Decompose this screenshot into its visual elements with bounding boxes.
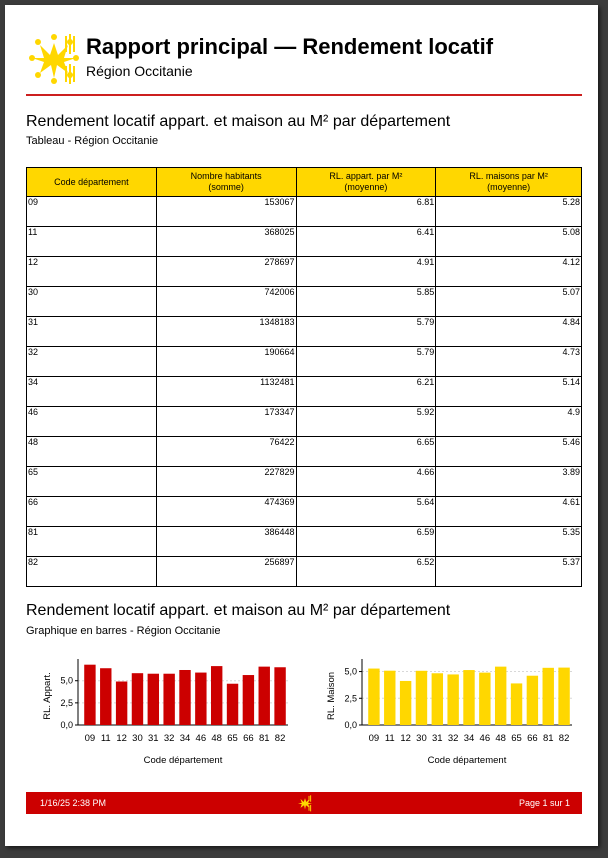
x-tick-label: 65 bbox=[511, 733, 522, 744]
bar-48 bbox=[495, 667, 506, 725]
cell-habitants: 1132481 bbox=[156, 377, 296, 407]
cell-maison: 4.9 bbox=[436, 407, 582, 437]
x-tick-label: 31 bbox=[432, 733, 443, 744]
report-title: Rapport principal — Rendement locatif bbox=[86, 34, 494, 59]
x-tick-label: 12 bbox=[400, 733, 411, 744]
table-row bbox=[27, 467, 582, 497]
cell-code: 48 bbox=[27, 437, 157, 467]
cell-habitants: 278697 bbox=[156, 257, 296, 287]
bar-31 bbox=[432, 673, 443, 725]
cell-code: 09 bbox=[27, 197, 157, 227]
cell-maison: 5.46 bbox=[436, 437, 582, 467]
bar-66 bbox=[243, 675, 254, 725]
table-row bbox=[27, 347, 582, 377]
bar-12 bbox=[400, 681, 411, 725]
x-tick-label: 32 bbox=[163, 733, 175, 744]
report-subtitle: Région Occitanie bbox=[86, 63, 193, 79]
col-header-code: Code département bbox=[27, 168, 157, 197]
table-row bbox=[27, 407, 582, 437]
cell-code: 81 bbox=[27, 527, 157, 557]
cell-code: 34 bbox=[27, 377, 157, 407]
cell-maison: 5.37 bbox=[436, 557, 582, 587]
cell-code: 65 bbox=[27, 467, 157, 497]
cell-habitants: 368025 bbox=[156, 227, 296, 257]
bar-66 bbox=[527, 676, 538, 725]
cell-code: 12 bbox=[27, 257, 157, 287]
footer-date: 1/16/25 2:38 PM bbox=[40, 798, 107, 808]
y-tick-label: 2,5 bbox=[344, 693, 357, 704]
table-section-subtitle: Tableau - Région Occitanie bbox=[26, 135, 159, 147]
x-tick-label: 09 bbox=[84, 733, 96, 744]
bar-32 bbox=[447, 674, 458, 725]
bar-11 bbox=[384, 671, 395, 725]
table-row bbox=[27, 227, 582, 257]
x-tick-label: 34 bbox=[463, 733, 475, 744]
chart-section-subtitle: Graphique en barres - Région Occitanie bbox=[26, 625, 221, 637]
x-tick-label: 31 bbox=[148, 733, 159, 744]
y-tick-label: 5,0 bbox=[344, 666, 357, 677]
cell-appart: 5.79 bbox=[296, 317, 436, 347]
table-row bbox=[27, 557, 582, 587]
x-tick-label: 11 bbox=[100, 733, 111, 744]
cell-maison: 5.14 bbox=[436, 377, 582, 407]
cell-appart: 5.92 bbox=[296, 407, 436, 437]
x-axis-label: Code département bbox=[143, 755, 223, 766]
bar-81 bbox=[543, 668, 554, 725]
bar-34 bbox=[179, 670, 190, 725]
x-tick-label: 81 bbox=[542, 733, 554, 744]
cell-code: 11 bbox=[27, 227, 157, 257]
report-page bbox=[5, 5, 598, 846]
x-tick-label: 81 bbox=[258, 733, 270, 744]
x-tick-label: 65 bbox=[227, 733, 238, 744]
x-tick-label: 11 bbox=[384, 733, 395, 744]
x-tick-label: 48 bbox=[495, 733, 506, 744]
table-row bbox=[27, 257, 582, 287]
cell-code: 66 bbox=[27, 497, 157, 527]
table-header-row bbox=[27, 168, 582, 197]
col-header-habitants: Nombre habitants (somme) bbox=[156, 168, 296, 197]
table-row bbox=[27, 317, 582, 347]
x-tick-label: 48 bbox=[211, 733, 222, 744]
footer-logo-icon bbox=[296, 794, 314, 812]
cell-habitants: 742006 bbox=[156, 287, 296, 317]
appart-bar-chart bbox=[26, 653, 296, 768]
bar-46 bbox=[479, 673, 490, 725]
y-tick-label: 5,0 bbox=[60, 675, 73, 686]
cell-appart: 6.21 bbox=[296, 377, 436, 407]
bar-65 bbox=[227, 684, 238, 725]
bar-12 bbox=[116, 682, 127, 725]
x-axis-label: Code département bbox=[427, 755, 507, 766]
bar-32 bbox=[163, 674, 174, 725]
cell-habitants: 190664 bbox=[156, 347, 296, 377]
y-axis-label: RL. Appart. bbox=[42, 672, 53, 720]
cell-appart: 5.85 bbox=[296, 287, 436, 317]
cell-maison: 5.28 bbox=[436, 197, 582, 227]
bar-48 bbox=[211, 666, 222, 725]
bar-81 bbox=[259, 667, 270, 725]
cell-code: 82 bbox=[27, 557, 157, 587]
y-axis-label: RL. Maison bbox=[326, 671, 337, 721]
cell-maison: 4.61 bbox=[436, 497, 582, 527]
x-tick-label: 82 bbox=[274, 733, 286, 744]
cell-maison: 5.08 bbox=[436, 227, 582, 257]
bar-82 bbox=[274, 667, 285, 725]
cell-code: 31 bbox=[27, 317, 157, 347]
x-tick-label: 34 bbox=[179, 733, 191, 744]
cell-appart: 6.41 bbox=[296, 227, 436, 257]
chart-section-title: Rendement locatif appart. et maison au M² par département bbox=[26, 602, 451, 619]
data-table bbox=[26, 167, 582, 587]
bar-34 bbox=[463, 670, 474, 725]
cell-habitants: 1348183 bbox=[156, 317, 296, 347]
bar-65 bbox=[511, 683, 522, 725]
table-row bbox=[27, 197, 582, 227]
table-section-title: Rendement locatif appart. et maison au M² par département bbox=[26, 113, 451, 130]
cell-code: 46 bbox=[27, 407, 157, 437]
y-tick-label: 0,0 bbox=[60, 720, 73, 730]
x-tick-label: 66 bbox=[243, 733, 254, 744]
bar-11 bbox=[100, 668, 111, 725]
cell-appart: 4.91 bbox=[296, 257, 436, 287]
bar-30 bbox=[416, 671, 427, 725]
cell-habitants: 386448 bbox=[156, 527, 296, 557]
bar-46 bbox=[195, 673, 206, 725]
cell-maison: 5.07 bbox=[436, 287, 582, 317]
col-header-maison: RL. maisons par M² (moyenne) bbox=[436, 168, 582, 197]
y-tick-label: 2,5 bbox=[60, 697, 73, 708]
x-tick-label: 30 bbox=[416, 733, 427, 744]
col-header-appart: RL. appart. par M² (moyenne) bbox=[296, 168, 436, 197]
maison-bar-chart bbox=[310, 653, 580, 768]
cell-appart: 5.79 bbox=[296, 347, 436, 377]
x-tick-label: 82 bbox=[558, 733, 570, 744]
footer-page-number: Page 1 sur 1 bbox=[518, 798, 570, 808]
x-tick-label: 30 bbox=[132, 733, 143, 744]
cell-habitants: 153067 bbox=[156, 197, 296, 227]
cell-maison: 4.84 bbox=[436, 317, 582, 347]
table-row bbox=[27, 287, 582, 317]
table-row bbox=[27, 437, 582, 467]
bar-82 bbox=[558, 668, 569, 725]
cell-code: 30 bbox=[27, 287, 157, 317]
x-tick-label: 46 bbox=[479, 733, 491, 744]
table-row bbox=[27, 527, 582, 557]
cell-appart: 6.65 bbox=[296, 437, 436, 467]
x-tick-label: 12 bbox=[116, 733, 127, 744]
bar-30 bbox=[132, 673, 143, 725]
cell-code: 32 bbox=[27, 347, 157, 377]
cell-appart: 6.59 bbox=[296, 527, 436, 557]
bar-31 bbox=[148, 674, 159, 725]
x-tick-label: 46 bbox=[195, 733, 207, 744]
page-footer bbox=[26, 792, 582, 814]
cell-maison: 4.12 bbox=[436, 257, 582, 287]
cell-appart: 5.64 bbox=[296, 497, 436, 527]
cell-appart: 4.66 bbox=[296, 467, 436, 497]
cell-appart: 6.81 bbox=[296, 197, 436, 227]
cell-habitants: 173347 bbox=[156, 407, 296, 437]
cell-maison: 5.35 bbox=[436, 527, 582, 557]
cell-habitants: 227829 bbox=[156, 467, 296, 497]
y-tick-label: 0,0 bbox=[344, 720, 357, 730]
cell-maison: 4.73 bbox=[436, 347, 582, 377]
bar-09 bbox=[84, 665, 95, 725]
cell-habitants: 76422 bbox=[156, 437, 296, 467]
cell-maison: 3.89 bbox=[436, 467, 582, 497]
header-divider bbox=[26, 94, 582, 96]
occitanie-cross-logo bbox=[26, 30, 82, 86]
x-tick-label: 32 bbox=[447, 733, 459, 744]
x-tick-label: 66 bbox=[527, 733, 538, 744]
bar-09 bbox=[368, 669, 379, 725]
table-row bbox=[27, 377, 582, 407]
table-row bbox=[27, 497, 582, 527]
cell-appart: 6.52 bbox=[296, 557, 436, 587]
cell-habitants: 256897 bbox=[156, 557, 296, 587]
x-tick-label: 09 bbox=[368, 733, 380, 744]
cell-habitants: 474369 bbox=[156, 497, 296, 527]
